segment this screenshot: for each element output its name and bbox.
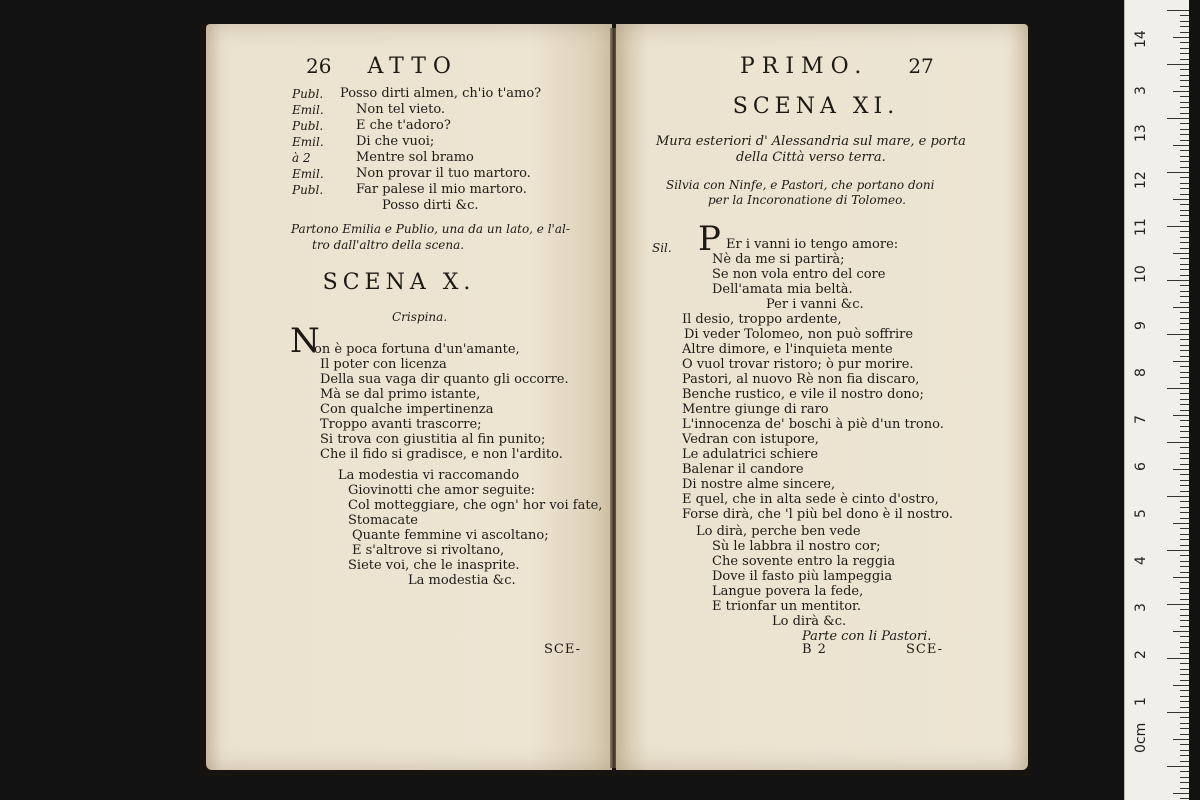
verse-line: E s'altrove si rivoltano, xyxy=(352,543,505,558)
dialogue-line: E che t'adoro? xyxy=(356,118,451,133)
dialogue-line: Far palese il mio martoro. xyxy=(356,182,527,197)
verse-line: Si trova con giustitia al fin punito; xyxy=(320,432,546,447)
ruler-tick xyxy=(1180,771,1189,772)
ruler-tick xyxy=(1180,291,1189,292)
speaker-label: Publ. xyxy=(292,119,324,133)
ruler-tick xyxy=(1180,728,1189,729)
ruler-tick xyxy=(1180,669,1189,670)
ruler-label: 11 xyxy=(1133,218,1149,236)
ruler-tick xyxy=(1180,194,1189,195)
ruler-label: 14 xyxy=(1133,30,1149,48)
ruler-tick xyxy=(1180,474,1189,475)
ruler-tick xyxy=(1167,118,1189,119)
verse-line: Di nostre alme sincere, xyxy=(682,477,836,492)
dialogue-line: Posso dirti &c. xyxy=(382,198,479,213)
verse-line: Lo dirà &c. xyxy=(772,614,847,629)
ruler-tick xyxy=(1180,350,1189,351)
verse-line: Giovinotti che amor seguite: xyxy=(348,483,536,498)
speaker-label: Publ. xyxy=(292,87,324,101)
dialogue-line: Non provar il tuo martoro. xyxy=(356,166,531,181)
ruler-tick xyxy=(1180,491,1189,492)
verse-line: L'innocenza de' boschi à piè d'un trono. xyxy=(682,417,944,432)
ruler-tick xyxy=(1180,86,1189,87)
ruler-tick xyxy=(1173,631,1189,632)
dialogue-line: Non tel vieto. xyxy=(356,102,446,117)
ruler-tick xyxy=(1180,761,1189,762)
running-head-left: ATTO xyxy=(367,54,458,79)
running-head-right: PRIMO. xyxy=(740,54,869,79)
verse-line: Pastori, al nuovo Rè non fia discaro, xyxy=(682,372,920,387)
ruler-tick xyxy=(1180,366,1189,367)
speaker-label: Emil. xyxy=(292,167,324,181)
ruler-tick xyxy=(1180,647,1189,648)
character-name: Crispina. xyxy=(392,310,448,324)
ruler-tick xyxy=(1180,264,1189,265)
ruler-tick xyxy=(1180,129,1189,130)
speaker-label: Emil. xyxy=(292,135,324,149)
ruler-tick xyxy=(1180,620,1189,621)
ruler-tick xyxy=(1180,512,1189,513)
verse-line: Le adulatrici schiere xyxy=(682,447,819,462)
scene-title-xi: SCENA XI. xyxy=(732,94,900,119)
ruler-tick xyxy=(1180,134,1189,135)
ruler-tick xyxy=(1180,599,1189,600)
ruler-tick xyxy=(1173,37,1189,38)
ruler-tick xyxy=(1173,91,1189,92)
ruler-label: 6 xyxy=(1133,462,1149,471)
ruler-tick xyxy=(1180,113,1189,114)
drop-cap: P xyxy=(698,219,721,259)
verse-line: Lo dirà, perche ben vede xyxy=(696,524,861,539)
ruler-tick xyxy=(1180,555,1189,556)
ruler-tick xyxy=(1180,59,1189,60)
ruler-tick xyxy=(1173,199,1189,200)
ruler-tick xyxy=(1173,469,1189,470)
ruler-tick xyxy=(1180,372,1189,373)
ruler-tick xyxy=(1180,507,1189,508)
verse-line: La modestia vi raccomando xyxy=(338,468,520,483)
dialogue-line: Mentre sol bramo xyxy=(356,150,474,165)
page-number-left: 26 xyxy=(306,54,332,78)
ruler-tick xyxy=(1180,329,1189,330)
ruler-tick xyxy=(1173,577,1189,578)
verse-line: Troppo avanti trascorre; xyxy=(320,417,482,432)
ruler-tick xyxy=(1180,399,1189,400)
ruler-tick xyxy=(1180,437,1189,438)
drop-cap: N xyxy=(290,321,320,361)
ruler-tick xyxy=(1180,26,1189,27)
verse-line: E trionfar un mentitor. xyxy=(712,599,861,614)
verse-line: Se non vola entro del core xyxy=(712,267,886,282)
stage-direction: tro dall'altro della scena. xyxy=(312,238,465,252)
verse-line: Di veder Tolomeo, non può soffrire xyxy=(684,327,914,342)
ruler-tick xyxy=(1173,145,1189,146)
ruler-tick xyxy=(1180,566,1189,567)
ruler-tick xyxy=(1180,626,1189,627)
ruler-tick xyxy=(1173,253,1189,254)
verse-line: Il desio, troppo ardente, xyxy=(682,312,842,327)
verse-line: Er i vanni io tengo amore: xyxy=(726,237,899,252)
ruler-tick xyxy=(1180,588,1189,589)
ruler-tick xyxy=(1180,248,1189,249)
verse-line: Che il fido si gradisce, e non l'ardito. xyxy=(320,447,563,462)
ruler-tick xyxy=(1180,480,1189,481)
ruler-tick xyxy=(1180,485,1189,486)
ruler-tick xyxy=(1180,609,1189,610)
ruler-tick xyxy=(1180,345,1189,346)
ruler-tick xyxy=(1180,275,1189,276)
ruler-tick xyxy=(1180,420,1189,421)
verse-line: O vuol trovar ristoro; ò pur morire. xyxy=(682,357,914,372)
ruler-tick xyxy=(1180,534,1189,535)
ruler-tick xyxy=(1180,410,1189,411)
ruler-tick xyxy=(1167,10,1189,11)
ruler-label: 10 xyxy=(1133,265,1149,283)
ruler-tick xyxy=(1180,453,1189,454)
ruler-tick xyxy=(1180,221,1189,222)
ruler-label: 13 xyxy=(1133,124,1149,142)
ruler-tick xyxy=(1180,750,1189,751)
ruler-tick xyxy=(1180,53,1189,54)
ruler-tick xyxy=(1180,167,1189,168)
ruler-tick xyxy=(1180,653,1189,654)
ruler-tick xyxy=(1180,717,1189,718)
ruler-tick xyxy=(1180,339,1189,340)
ruler-tick xyxy=(1173,739,1189,740)
verse-line: Vedran con istupore, xyxy=(682,432,819,447)
ruler-tick xyxy=(1180,150,1189,151)
ruler-tick xyxy=(1180,642,1189,643)
ruler-tick xyxy=(1180,701,1189,702)
ruler-tick xyxy=(1180,258,1189,259)
catchword-right: SCE- xyxy=(906,642,943,657)
ruler-tick xyxy=(1167,280,1189,281)
ruler-tick xyxy=(1180,755,1189,756)
ruler-tick xyxy=(1167,604,1189,605)
speaker-label: à 2 xyxy=(292,151,311,165)
ruler-tick xyxy=(1180,782,1189,783)
exit-direction: Parte con li Pastori. xyxy=(802,629,932,644)
ruler-tick xyxy=(1180,431,1189,432)
verse-line: Quante femmine vi ascoltano; xyxy=(352,528,549,543)
ruler-tick xyxy=(1180,285,1189,286)
ruler-tick xyxy=(1180,572,1189,573)
ruler-tick xyxy=(1167,172,1189,173)
verse-line: Dove il fasto più lampeggia xyxy=(712,569,893,584)
ruler-tick xyxy=(1180,140,1189,141)
verse-line: La modestia &c. xyxy=(408,573,516,588)
ruler-tick xyxy=(1180,404,1189,405)
ruler-tick xyxy=(1180,593,1189,594)
ruler-tick xyxy=(1180,80,1189,81)
page-number-right: 27 xyxy=(908,54,934,78)
ruler-tick xyxy=(1167,712,1189,713)
left-page xyxy=(206,24,612,770)
verse-line: Nè da me si partirà; xyxy=(712,252,845,267)
ruler-tick xyxy=(1180,528,1189,529)
ruler-tick xyxy=(1180,296,1189,297)
stage-direction: Partono Emilia e Publio, una da un lato, e l'al- xyxy=(291,222,570,236)
ruler-tick xyxy=(1180,545,1189,546)
ruler-tick xyxy=(1173,361,1189,362)
ruler-tick xyxy=(1180,615,1189,616)
ruler-tick xyxy=(1180,539,1189,540)
verse-line: Balenar il candore xyxy=(682,462,804,477)
ruler-tick xyxy=(1180,663,1189,664)
ruler-tick xyxy=(1180,75,1189,76)
ruler-tick xyxy=(1180,582,1189,583)
setting-line: Mura esteriori d' Alessandria sul mare, e porta xyxy=(656,134,966,149)
ruler-tick xyxy=(1180,48,1189,49)
ruler-tick xyxy=(1180,15,1189,16)
ruler-tick xyxy=(1180,561,1189,562)
ruler-tick xyxy=(1180,302,1189,303)
ruler-label: 0cm xyxy=(1133,722,1149,753)
ruler-tick xyxy=(1180,42,1189,43)
ruler-tick xyxy=(1180,161,1189,162)
ruler-tick xyxy=(1167,658,1189,659)
dialogue-line: Posso dirti almen, ch'io t'amo? xyxy=(340,86,542,101)
verse-line: Con qualche impertinenza xyxy=(320,402,494,417)
verse-line: Della sua vaga dir quanto gli occorre. xyxy=(320,372,569,387)
ruler-label: 2 xyxy=(1133,650,1149,659)
ruler-tick xyxy=(1180,242,1189,243)
measurement-ruler xyxy=(1124,0,1189,800)
ruler-tick xyxy=(1167,334,1189,335)
ruler-tick xyxy=(1180,377,1189,378)
ruler-tick xyxy=(1180,32,1189,33)
characters-line: per la Incoronatione di Tolomeo. xyxy=(708,193,906,207)
verse-line: Siete voi, che le inasprite. xyxy=(348,558,520,573)
ruler-tick xyxy=(1180,777,1189,778)
verse-line: Stomacate xyxy=(348,513,418,528)
verse-line: E quel, che in alta sede è cinto d'ostro, xyxy=(682,492,939,507)
ruler-tick xyxy=(1180,393,1189,394)
ruler-tick xyxy=(1167,64,1189,65)
ruler-tick xyxy=(1180,744,1189,745)
ruler-label: 4 xyxy=(1133,556,1149,565)
right-page xyxy=(616,24,1028,770)
ruler-tick xyxy=(1180,636,1189,637)
ruler-tick xyxy=(1180,204,1189,205)
ruler-label: 1 xyxy=(1133,697,1149,706)
ruler-tick xyxy=(1173,307,1189,308)
ruler-tick xyxy=(1180,464,1189,465)
ruler-tick xyxy=(1180,237,1189,238)
verse-line: Forse dirà, che 'l più bel dono è il nostro. xyxy=(682,507,953,522)
ruler-label: 12 xyxy=(1133,171,1149,189)
ruler-tick xyxy=(1180,96,1189,97)
ruler-tick xyxy=(1167,226,1189,227)
ruler-tick xyxy=(1167,388,1189,389)
scene-title-x: SCENA X. xyxy=(322,270,476,295)
ruler-tick xyxy=(1180,156,1189,157)
ruler-tick xyxy=(1180,674,1189,675)
ruler-tick xyxy=(1180,318,1189,319)
ruler-tick xyxy=(1173,793,1189,794)
ruler-tick xyxy=(1180,102,1189,103)
verse-line: Il poter con licenza xyxy=(320,357,447,372)
verse-line: Mà se dal primo istante, xyxy=(320,387,481,402)
verse-line: Dell'amata mia beltà. xyxy=(712,282,853,297)
ruler-tick xyxy=(1180,458,1189,459)
ruler-tick xyxy=(1180,107,1189,108)
ruler-tick xyxy=(1180,210,1189,211)
ruler-tick xyxy=(1180,734,1189,735)
verse-line: Mentre giunge di raro xyxy=(682,402,829,417)
ruler-tick xyxy=(1180,231,1189,232)
speaker-silvia: Sil. xyxy=(652,241,672,255)
ruler-tick xyxy=(1173,415,1189,416)
ruler-tick xyxy=(1180,188,1189,189)
ruler-tick xyxy=(1180,21,1189,22)
ruler-tick xyxy=(1180,798,1189,799)
catchword-left: SCE- xyxy=(544,642,581,657)
ruler-tick xyxy=(1167,550,1189,551)
ruler-tick xyxy=(1167,496,1189,497)
ruler-tick xyxy=(1180,215,1189,216)
ruler-tick xyxy=(1180,707,1189,708)
ruler-tick xyxy=(1180,426,1189,427)
ruler-label: 7 xyxy=(1133,415,1149,424)
ruler-tick xyxy=(1180,323,1189,324)
ruler-tick xyxy=(1180,696,1189,697)
ruler-tick xyxy=(1167,442,1189,443)
ruler-tick xyxy=(1180,447,1189,448)
setting-line: della Città verso terra. xyxy=(736,150,886,165)
ruler-tick xyxy=(1180,518,1189,519)
ruler-tick xyxy=(1173,685,1189,686)
ruler-tick xyxy=(1180,690,1189,691)
characters-line: Silvia con Ninfe, e Pastori, che portano doni xyxy=(666,178,935,192)
ruler-tick xyxy=(1173,523,1189,524)
ruler-label: 3 xyxy=(1133,603,1149,612)
signature-mark: B 2 xyxy=(802,642,827,657)
verse-line: on è poca fortuna d'un'amante, xyxy=(314,342,520,357)
ruler-tick xyxy=(1180,177,1189,178)
ruler-tick xyxy=(1180,501,1189,502)
ruler-tick xyxy=(1180,680,1189,681)
verse-line: Che sovente entro la reggia xyxy=(712,554,896,569)
ruler-tick xyxy=(1167,766,1189,767)
ruler-label: 5 xyxy=(1133,509,1149,518)
speaker-label: Publ. xyxy=(292,183,324,197)
ruler-tick xyxy=(1180,383,1189,384)
verse-line: Altre dimore, e l'inquieta mente xyxy=(682,342,893,357)
ruler-label: 9 xyxy=(1133,321,1149,330)
verse-line: Col motteggiare, che ogn' hor voi fate, xyxy=(348,498,603,513)
dialogue-line: Di che vuoi; xyxy=(356,134,435,149)
ruler-tick xyxy=(1180,788,1189,789)
verse-line: Per i vanni &c. xyxy=(766,297,864,312)
ruler-tick xyxy=(1180,356,1189,357)
verse-line: Langue povera la fede, xyxy=(712,584,864,599)
ruler-tick xyxy=(1180,312,1189,313)
ruler-tick xyxy=(1180,69,1189,70)
ruler-tick xyxy=(1180,723,1189,724)
speaker-label: Emil. xyxy=(292,103,324,117)
open-book xyxy=(200,24,1032,776)
verse-line: Benche rustico, e vile il nostro dono; xyxy=(682,387,924,402)
ruler-label: 3 xyxy=(1133,86,1149,95)
ruler-tick xyxy=(1180,183,1189,184)
ruler-label: 8 xyxy=(1133,368,1149,377)
ruler-tick xyxy=(1180,123,1189,124)
ruler-tick xyxy=(1180,269,1189,270)
verse-line: Sù le labbra il nostro cor; xyxy=(712,539,881,554)
